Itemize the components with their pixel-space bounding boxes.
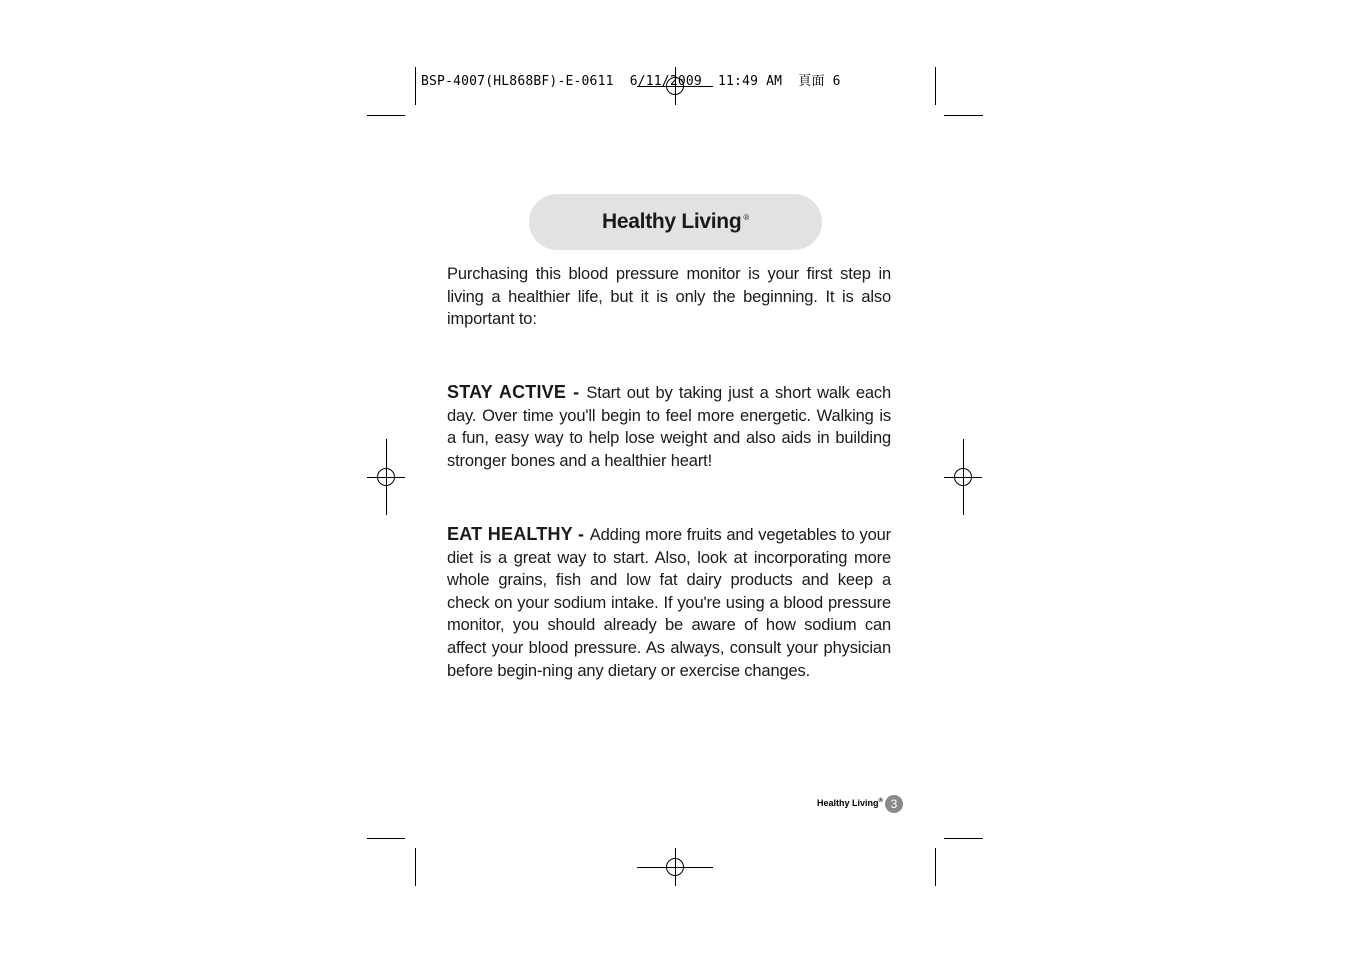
- eat-healthy-paragraph: [447, 523, 891, 682]
- footer-label-text: Healthy Living: [817, 798, 879, 808]
- crop-mark-bottom-left-horizontal: [367, 838, 405, 839]
- registration-mark-left: [367, 439, 405, 515]
- registration-mark-bottom: [637, 848, 713, 886]
- footer-registered-mark: ®: [878, 798, 883, 804]
- stay-active-text: Start out by taking just a short walk each day. Over time you'll begin to feel more energetic. Walking is a fun, easy way to help lose weight and also aids in building stronger bones and a healthier heart!: [447, 384, 892, 470]
- page-title-text: Healthy Living: [602, 210, 742, 233]
- stay-active-paragraph: [447, 381, 891, 472]
- crop-mark-top-right-horizontal: [944, 115, 983, 116]
- eat-healthy-heading: EAT HEALTHY -: [447, 524, 590, 544]
- crop-mark-top-left-horizontal: [367, 115, 405, 116]
- intro-paragraph: Purchasing this blood pressure monitor is your first step in living a healthier life, but it is only the beginning. It is also important to:: [447, 265, 891, 329]
- section-title-banner: [529, 194, 822, 250]
- crop-mark-bottom-left-vertical: [415, 848, 416, 886]
- crop-mark-top-right-vertical: [935, 67, 936, 105]
- footer-label: [817, 798, 883, 808]
- registration-mark-right: [944, 439, 982, 515]
- crop-mark-top-left-vertical: [415, 67, 416, 105]
- eat-healthy-text: Adding more fruits and vegetables to your diet is a great way to start. Also, look at incorporating more whole grains, fish and low fat dairy products and keep a check on your sodium intake. If you're using a blood pressure monitor, you should already be aware of how sodium can affect your blood pressure. As always, consult your physician before begin-ning any dietary or exercise changes.: [447, 526, 891, 680]
- print-slug-line: BSP-4007(HL868BF)-E-0611 6/11/2009 11:49 AM 頁面 6: [421, 74, 841, 89]
- page-number-badge: 3: [885, 795, 903, 813]
- crop-mark-bottom-right-vertical: [935, 848, 936, 886]
- registered-mark: ®: [743, 213, 749, 222]
- crop-mark-bottom-right-horizontal: [944, 838, 983, 839]
- page-title: [602, 210, 749, 234]
- stay-active-heading: STAY ACTIVE -: [447, 382, 587, 402]
